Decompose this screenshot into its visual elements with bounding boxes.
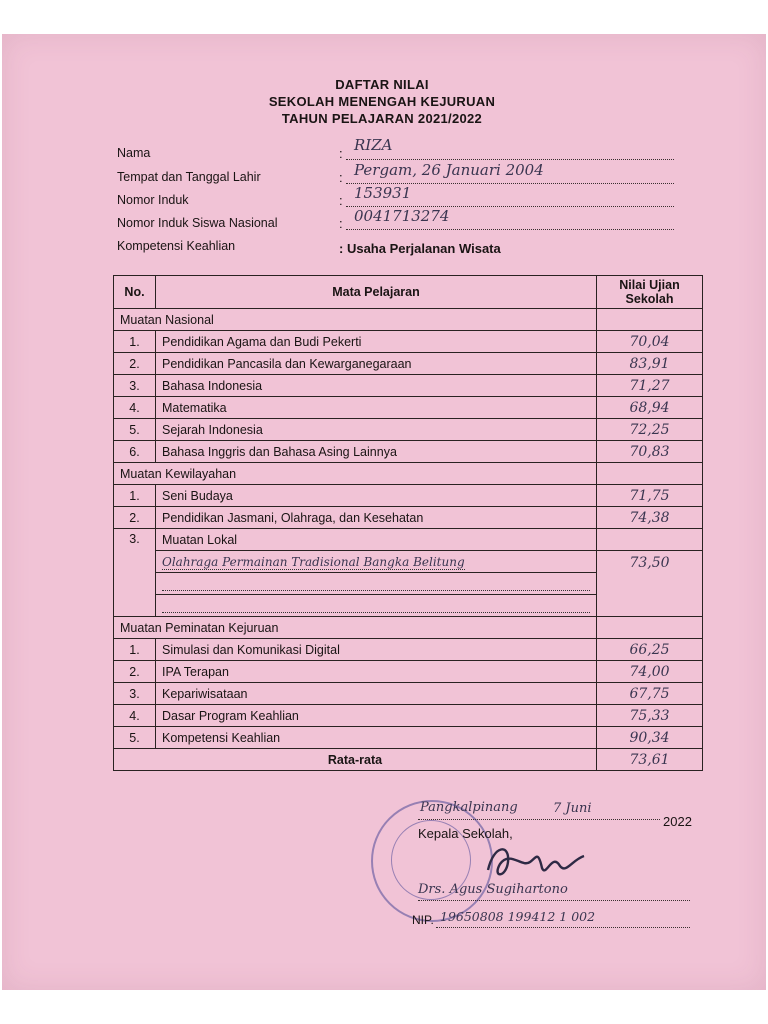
local-content-subject: Olahraga Permainan Tradisional Bangka Belitung <box>162 554 465 569</box>
group-row <box>114 463 703 485</box>
grades-table <box>113 275 703 771</box>
score-value: 74,38 <box>629 509 670 526</box>
average-row <box>114 749 703 771</box>
score-value: 90,34 <box>629 729 670 746</box>
table-row: 6. Bahasa Inggris dan Bahasa Asing Lainnya 70,83 <box>114 441 703 463</box>
table-row: 5. Sejarah Indonesia 72,25 <box>114 419 703 441</box>
score-value: 66,25 <box>629 641 670 658</box>
score-value: 68,94 <box>629 399 670 416</box>
score-value: 67,75 <box>629 685 670 702</box>
nip-value: 19650808 199412 1 002 <box>440 909 596 924</box>
score-value: 75,33 <box>629 707 670 724</box>
score-value: 70,83 <box>629 443 670 460</box>
average-label: Rata-rata <box>114 749 597 771</box>
doc-title: DAFTAR NILAI <box>335 77 429 92</box>
table-row: 1. Simulasi dan Komunikasi Digital 66,25 <box>114 639 703 661</box>
table-row: 5. Kompetensi Keahlian 90,34 <box>114 727 703 749</box>
colon: : <box>339 216 343 231</box>
sign-date: 7 Juni <box>553 801 592 816</box>
school-type: SEKOLAH MENENGAH KEJURUAN <box>268 94 496 109</box>
colon: : <box>339 170 343 185</box>
colon: : <box>339 241 347 256</box>
colon: : <box>339 146 343 161</box>
score-value: 71,75 <box>629 487 670 504</box>
birth-value: Pergam, 26 Januari 2004 <box>354 161 544 179</box>
score-value: 72,25 <box>629 421 670 438</box>
headmaster-role: Kepala Sekolah, <box>418 826 513 841</box>
name-label: Nama <box>117 146 151 160</box>
group-label-regional: Muatan Kewilayahan <box>114 463 597 485</box>
table-row: 2. Pendidikan Jasmani, Olahraga, dan Kesehatan 74,38 <box>114 507 703 529</box>
competency-value-wrap <box>339 241 501 256</box>
group-row <box>114 617 703 639</box>
student-number-value: 153931 <box>354 184 412 202</box>
table-row: 3. Bahasa Indonesia 71,27 <box>114 375 703 397</box>
dotted-line <box>418 819 660 820</box>
nisn-label: Nomor Induk Siswa Nasional <box>117 216 278 230</box>
header-score: Nilai Ujian Sekolah <box>597 276 703 309</box>
score-value: 70,04 <box>629 333 670 350</box>
table-row: 3. Kepariwisataan 67,75 <box>114 683 703 705</box>
colon: : <box>339 193 343 208</box>
table-header <box>114 276 703 309</box>
header-subject: Mata Pelajaran <box>156 276 597 309</box>
table-row <box>114 551 703 573</box>
dotted-line <box>346 159 674 160</box>
headmaster-name: Drs. Agus Sugihartono <box>418 882 568 897</box>
table-row: 1. Seni Budaya 71,75 <box>114 485 703 507</box>
score-value: 74,00 <box>629 663 670 680</box>
nip-label: NIP. <box>412 913 434 927</box>
score-value: 83,91 <box>629 355 670 372</box>
score-value: 71,27 <box>629 377 670 394</box>
table-row: 4. Dasar Program Keahlian 75,33 <box>114 705 703 727</box>
sign-place: Pangkalpinang <box>420 800 518 815</box>
dotted-line <box>436 927 690 928</box>
competency-label: Kompetensi Keahlian <box>117 239 236 253</box>
dotted-line <box>346 229 674 230</box>
group-row <box>114 309 703 331</box>
dotted-line <box>418 900 690 901</box>
dotted-line <box>162 576 590 591</box>
birth-label: Tempat dan Tanggal Lahir <box>117 170 261 184</box>
table-row: 4. Matematika 68,94 <box>114 397 703 419</box>
table-row: 2. IPA Terapan 74,00 <box>114 661 703 683</box>
table-row: 3. Muatan Lokal <box>114 529 703 551</box>
name-value: RIZA <box>354 136 393 154</box>
table-row: 2. Pendidikan Pancasila dan Kewarganegaraan 83,91 <box>114 353 703 375</box>
score-value: 73,50 <box>629 555 670 571</box>
group-label-vocational: Muatan Peminatan Kejuruan <box>114 617 597 639</box>
nisn-value: 0041713274 <box>354 207 450 225</box>
headmaster-signature <box>480 838 590 886</box>
group-label-national: Muatan Nasional <box>114 309 597 331</box>
competency-value: Usaha Perjalanan Wisata <box>346 241 501 256</box>
table-row: 1. Pendidikan Agama dan Budi Pekerti 70,04 <box>114 331 703 353</box>
student-number-label: Nomor Induk <box>117 193 189 207</box>
academic-year: TAHUN PELAJARAN 2021/2022 <box>281 111 483 126</box>
average-score: 73,61 <box>629 751 670 768</box>
sign-year: 2022 <box>663 814 692 829</box>
header-no: No. <box>114 276 156 309</box>
dotted-line <box>162 598 590 613</box>
